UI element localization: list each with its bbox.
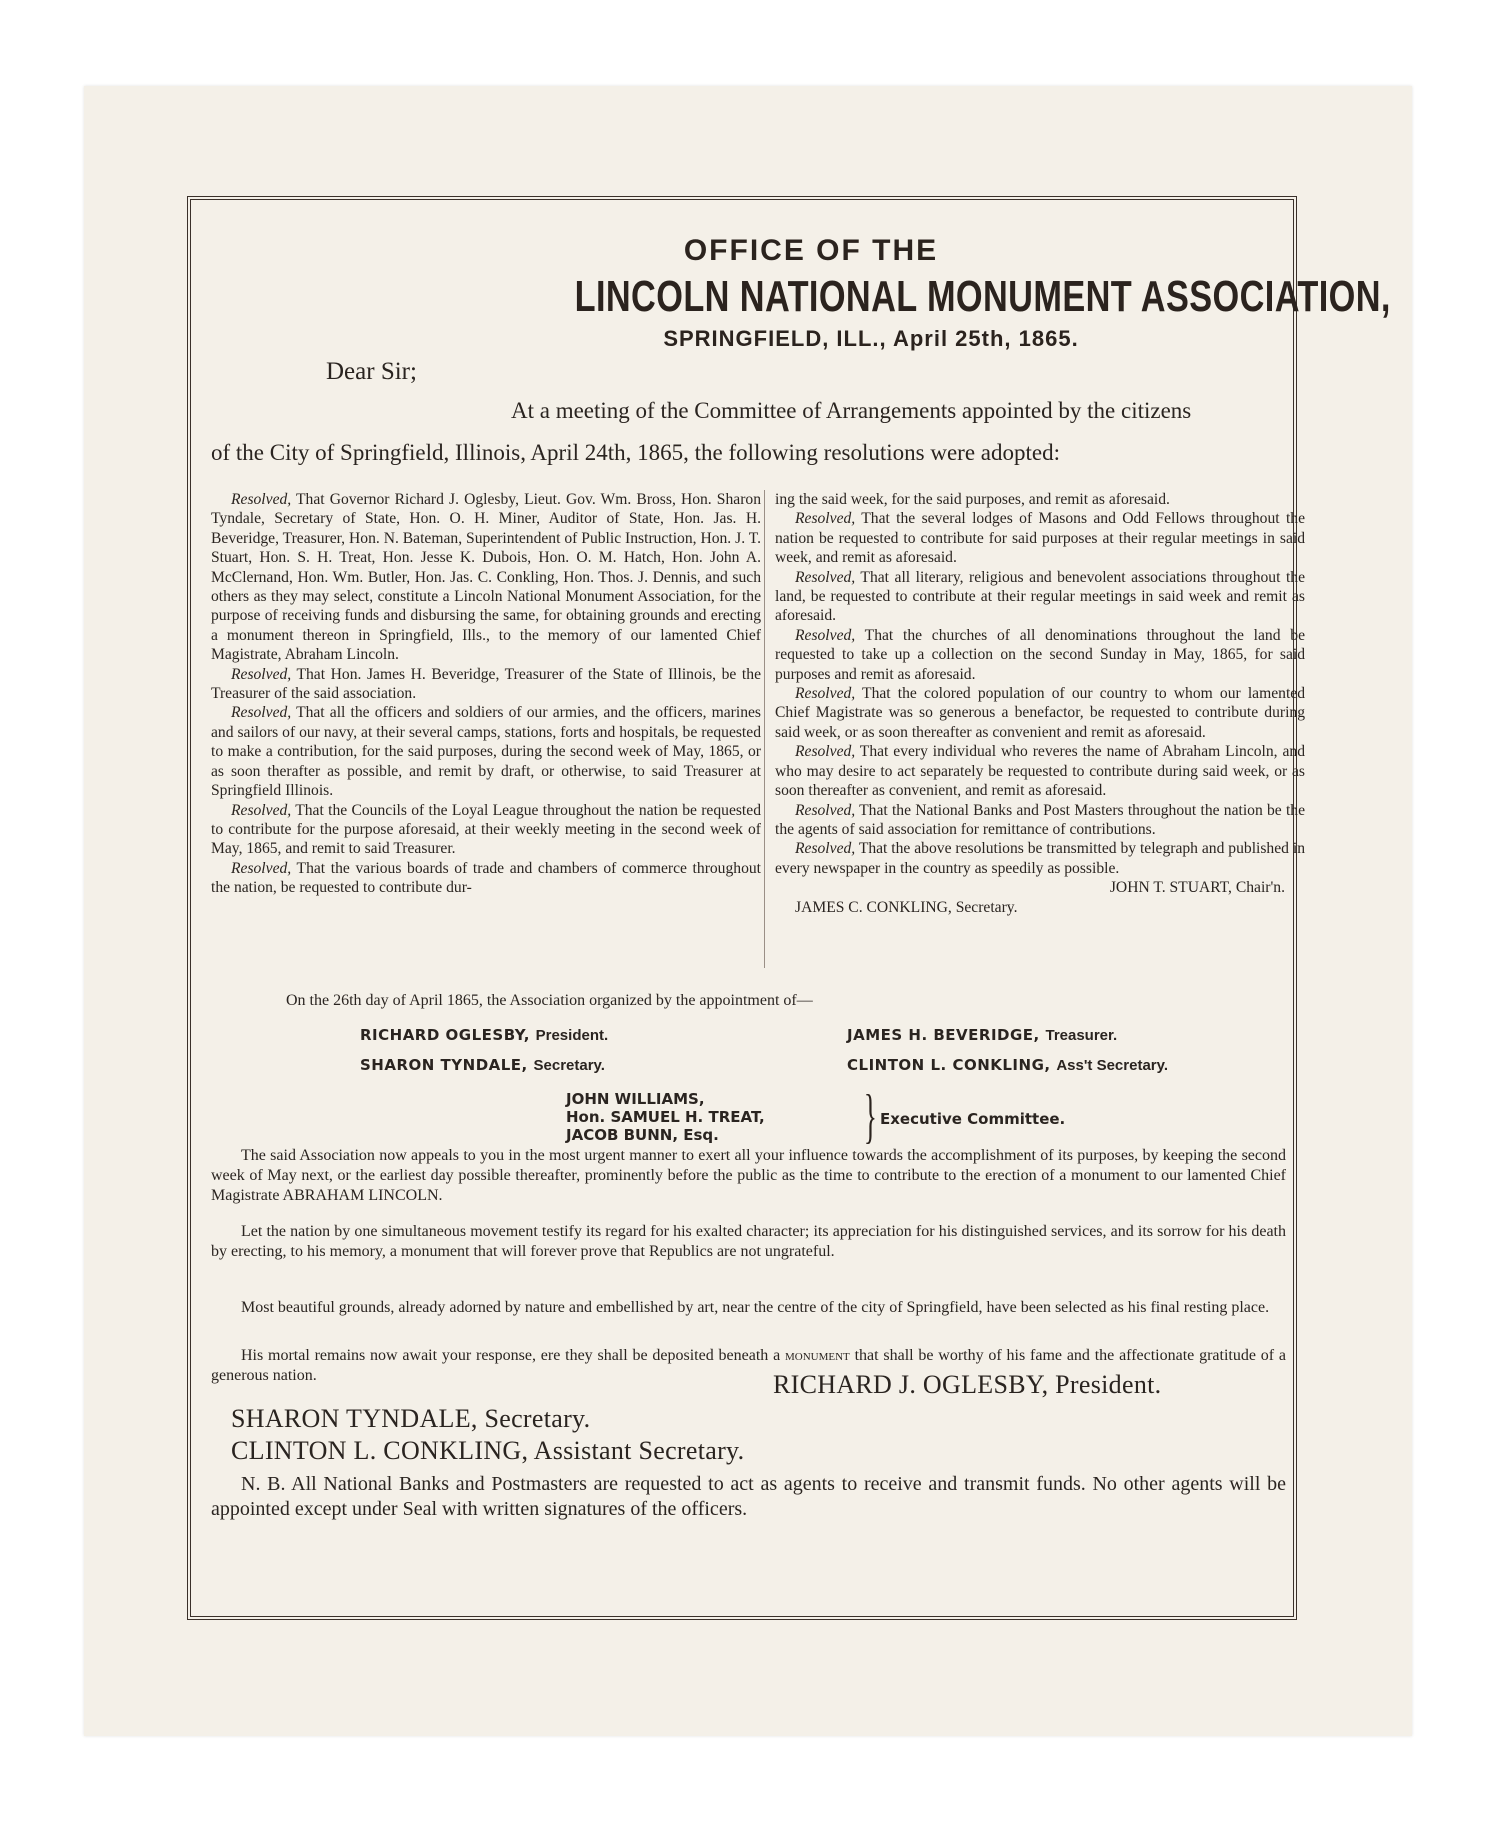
resolution: Resolved, That the various boards of trade and chambers of commerce throughout the nation, be requested to contribute dur-	[211, 859, 761, 897]
executive-committee-members	[566, 1090, 765, 1144]
header-office: OFFICE OF THE	[683, 234, 939, 267]
document-sheet	[84, 86, 1412, 1736]
intro-line-1: At a meeting of the Committee of Arrangements appointed by the citizens	[511, 398, 1192, 423]
resolution: Resolved, That the several lodges of Masons and Odd Fellows throughout the nation be requested to contribute for said purposes at their regular meetings in said week, and remit as aforesaid.	[775, 510, 1305, 567]
officer-treasurer: JAMES H. BEVERIDGE, Treasurer.	[847, 1026, 1118, 1044]
nota-bene: N. B. All National Banks and Postmasters are requested to act as agents to receive and transmit funds. No other agents will be appointed except under Seal with written signatures of the officers.	[211, 1473, 1286, 1520]
appeal-paragraph: The said Association now appeals to you in the most urgent manner to exert all your influence towards the accomplishment of its purposes, by keeping the second week of May next, or the earliest day possible thereafter, prominently before the public as the time to contribute to the erection of a monument to our lamented Chief Magistrate ABRAHAM LINCOLN.	[211, 1147, 1286, 1204]
header-place-date: SPRINGFIELD, ILL., April 25th, 1865.	[663, 326, 1079, 351]
secretary-signature: JAMES C. CONKLING, Secretary.	[795, 898, 1018, 916]
secretary-closing-signature: SHARON TYNDALE, Secretary.	[231, 1404, 591, 1433]
officer-secretary: SHARON TYNDALE, Secretary.	[360, 1056, 605, 1074]
brace-glyph: }	[863, 1083, 877, 1149]
officer-assistant-secretary: CLINTON L. CONKLING, Ass't Secretary.	[847, 1056, 1169, 1074]
chairman-signature: JOHN T. STUART, Chair'n.	[1109, 879, 1285, 897]
executive-member: JOHN WILLIAMS,	[566, 1090, 705, 1108]
appeal-paragraph: Let the nation by one simultaneous movement testify its regard for his exalted character; its appreciation for his distinguished services, and its sorrow for his death by erecting, to his memory, a monument that will forever prove that Republics are not ungrateful.	[211, 1223, 1286, 1260]
resolutions-left-column	[211, 490, 761, 898]
resolution: Resolved, That every individual who reveres the name of Abraham Lincoln, and who may desire to act separately be requested to contribute during said week, or as soon thereafter as convenient, and remit as aforesaid.	[775, 743, 1305, 800]
resolutions-right-column	[775, 490, 1305, 917]
salutation: Dear Sir;	[326, 358, 417, 385]
column-divider	[764, 490, 765, 968]
executive-member: Hon. SAMUEL H. TREAT,	[566, 1108, 765, 1126]
resolution: Resolved, That the above resolutions be transmitted by telegraph and published in every newspaper in the country as speedily as possible.	[775, 840, 1305, 877]
resolution: Resolved, That all the officers and soldiers of our armies, and the officers, marines and sailors of our navy, at their several camps, stations, forts and hospitals, be requested to make a contribution, for the said purposes, during the second week of May, 1865, or as soon therafter as possible, and remit by draft, or otherwise, to said Treasurer at Springfield Illinois.	[211, 704, 761, 800]
officer-president: RICHARD OGLESBY, President.	[360, 1026, 609, 1044]
appeal-paragraph: His mortal remains now await your response, ere they shall be deposited beneath a monument that shall be worthy of his fame and the affectionate gratitude of a generous nation.	[211, 1347, 1286, 1384]
appeal-paragraph: Most beautiful grounds, already adorned by nature and embellished by art, near the centre of the city of Springfield, have been selected as his final resting place.	[241, 1299, 1270, 1316]
intro-line-2: of the City of Springfield, Illinois, April 24th, 1865, the following resolutions were adopted:	[211, 440, 1060, 465]
resolution: Resolved, That the colored population of our country to whom our lamented Chief Magistrate was so generous a benefactor, be requested to contribute during said week, or as soon thereafter as convenient and remit as aforesaid.	[775, 685, 1305, 741]
resolution: Resolved, That the Councils of the Loyal League throughout the nation be requested to contribute for the purpose aforesaid, at their weekly meeting in the second week of May, 1865, and remit to said Treasurer.	[211, 801, 761, 858]
executive-committee-label: Executive Committee.	[880, 1110, 1066, 1128]
header-association: LINCOLN NATIONAL MONUMENT ASSOCIATION,	[574, 272, 1391, 321]
executive-member: JACOB BUNN, Esq.	[566, 1126, 719, 1144]
assistant-secretary-signature: CLINTON L. CONKLING, Assistant Secretary.	[231, 1436, 745, 1465]
resolution: Resolved, That the churches of all denominations throughout the land be requested to take up a collection on the second Sunday in May, 1865, for said purposes and remit as aforesaid.	[775, 626, 1305, 683]
organization-intro: On the 26th day of April 1865, the Association organized by the appointment of—	[286, 992, 813, 1009]
resolution-continued: ing the said week, for the said purposes, and remit as aforesaid.	[775, 491, 1170, 508]
document-border	[187, 196, 1391, 1620]
resolution: Resolved, That Hon. James H. Beveridge, Treasurer of the State of Illinois, be the Treasurer of the said association.	[211, 665, 761, 703]
president-signature: RICHARD J. OGLESBY, President.	[773, 1370, 1162, 1399]
resolution: Resolved, That Governor Richard J. Oglesby, Lieut. Gov. Wm. Bross, Hon. Sharon Tyndale, Secretary of State, Hon. O. H. Miner, Auditor of State, Hon. Jas. H. Beveridge, Treasurer, Hon. N. Bateman, Superintendent of Public Instruction, Hon. J. T. Stuart, Hon. S. H. Treat, Hon. Jesse K. Dubois, Hon. O. M. Hatch, Hon. John A. McClernand, Hon. Wm. Butler, Hon. Jas. C. Conkling, Hon. Thos. J. Dennis, and such others as they may select, constitute a Lincoln National Monument Association, for the purpose of receiving funds and disbursing the same, for obtaining grounds and erecting a monument thereon in Springfield, Ills., to the memory of our lamented Chief Magistrate, Abraham Lincoln.	[211, 491, 761, 664]
resolution: Resolved, That the National Banks and Post Masters throughout the nation be the the agents of said association for remittance of contributions.	[775, 801, 1305, 838]
resolution: Resolved, That all literary, religious and benevolent associations throughout the land, be requested to contribute at their regular meetings in said week and remit as aforesaid.	[775, 568, 1305, 625]
